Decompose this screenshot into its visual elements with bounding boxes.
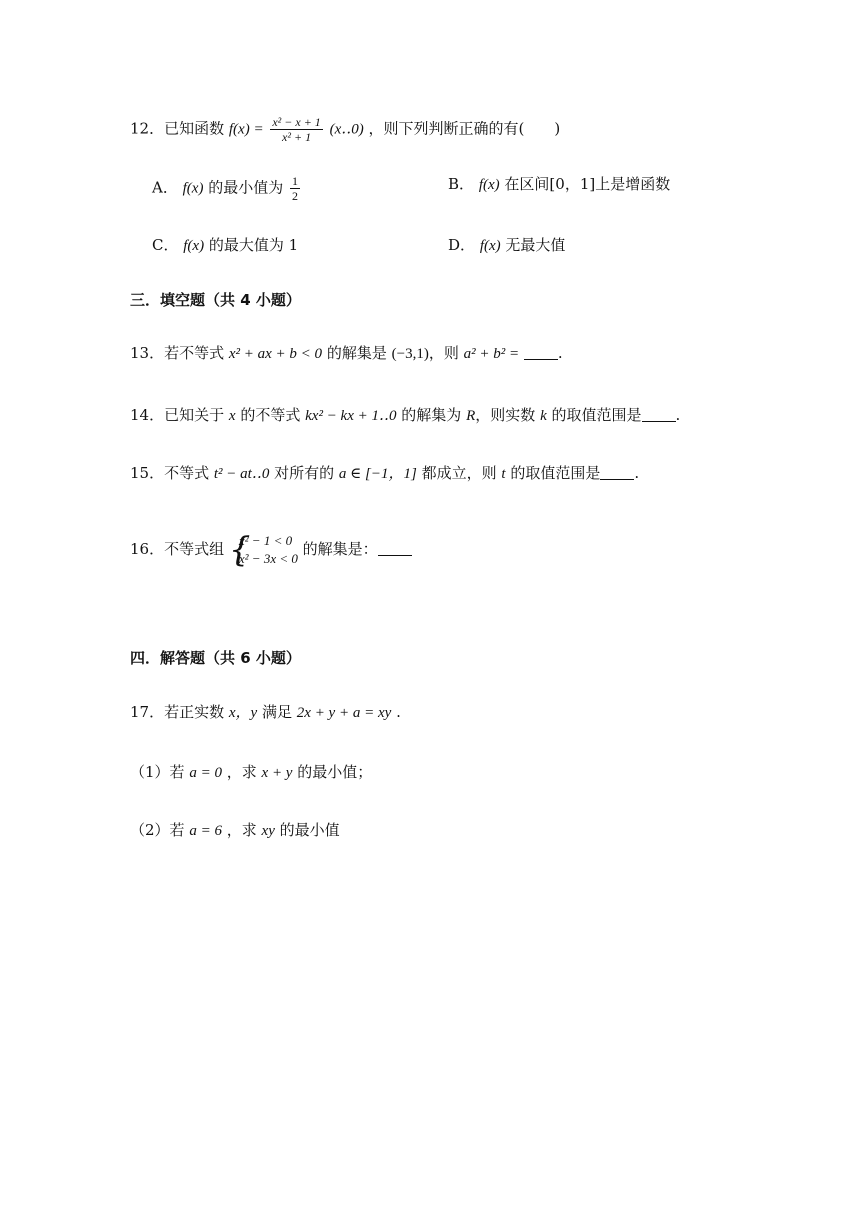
- q15-mid: 对所有的: [274, 464, 335, 482]
- question-12: [130, 115, 560, 144]
- option-expr: f(x): [479, 238, 501, 254]
- q17-part-1: [130, 762, 372, 783]
- q14-end: 的取值范围是: [551, 406, 642, 424]
- q12-option-a: [152, 174, 302, 203]
- q12-option-d: [448, 235, 565, 256]
- q13-mid2: ，则: [428, 344, 459, 362]
- fraction-denominator: 2: [292, 189, 299, 203]
- q15-expr2: a ∈ [−1，1]: [338, 466, 417, 482]
- q13-set: (−3,1): [391, 346, 429, 362]
- q14-mid3: ，则实数: [475, 406, 536, 424]
- option-label: B．: [448, 175, 475, 193]
- question-17: [130, 702, 401, 723]
- q14-lead: 14．已知关于: [130, 406, 225, 424]
- q14-var2: k: [540, 408, 547, 424]
- question-16: [130, 532, 412, 568]
- q12-numerator: x² − x + 1: [272, 115, 321, 129]
- q17-lead: 17．若正实数: [130, 703, 225, 721]
- part-label: （1）若: [130, 763, 185, 781]
- q15-dot: .: [634, 464, 640, 482]
- q15-mid2: 都成立，则: [421, 464, 497, 482]
- option-expr: f(x): [478, 177, 500, 193]
- question-13: [130, 343, 563, 364]
- q17-expr: 2x + y + a = xy: [296, 705, 392, 721]
- part-label: （2）若: [130, 821, 185, 839]
- option-expr: f(x): [182, 180, 204, 197]
- q17-mid: 满足: [261, 703, 292, 721]
- q16-lead: 16．不等式组: [130, 540, 225, 558]
- answer-blank: [524, 345, 558, 360]
- q12-domain: (x‥0): [329, 121, 364, 138]
- option-expr: f(x): [183, 238, 205, 254]
- option-text: 无最大值: [505, 236, 566, 254]
- q17-vars: x，y: [228, 705, 258, 721]
- q14-var: x: [228, 408, 236, 424]
- q14-mid2: 的解集为: [401, 406, 462, 424]
- q15-end: 的取值范围是: [510, 464, 601, 482]
- answer-blank: [378, 541, 412, 556]
- part-text: ，求: [226, 763, 257, 781]
- q13-end: .: [557, 344, 563, 362]
- option-text: 在区间[0，1]上是增函数: [504, 175, 671, 193]
- q13-mid: 的解集是: [326, 344, 387, 362]
- part-condition: a = 0: [189, 765, 222, 781]
- q16-eq2: x² − 3x < 0: [238, 551, 298, 566]
- q16-eq1: x² − 1 < 0: [238, 533, 293, 548]
- option-fraction: [290, 174, 300, 203]
- q15-expr: t² − at‥0: [213, 466, 270, 482]
- answer-blank: [600, 465, 634, 480]
- q13-expr2: a² + b² =: [463, 346, 520, 362]
- option-label: D．: [448, 236, 476, 254]
- q17-part-2: [130, 820, 340, 841]
- q14-set: R: [466, 408, 476, 424]
- left-brace-icon: {: [228, 530, 251, 570]
- section-4-heading: 四．解答题（共 6 小题）: [130, 649, 301, 667]
- question-14: [130, 405, 680, 426]
- q17-end: .: [396, 703, 401, 721]
- question-15: [130, 463, 639, 484]
- option-text: 的最大值为 1: [208, 236, 299, 254]
- section-3-heading: 三．填空题（共 4 小题）: [130, 291, 301, 309]
- q14-expr: kx² − kx + 1‥0: [305, 408, 397, 424]
- q16-system: [229, 532, 298, 568]
- q13-expr: x² + ax + b < 0: [228, 346, 323, 362]
- q12-function: f(x) =: [228, 121, 264, 138]
- q12-fraction: [270, 115, 322, 144]
- q16-end: 的解集是：: [302, 540, 378, 558]
- part-condition: a = 6: [189, 823, 222, 839]
- q14-dot: .: [675, 406, 681, 424]
- answer-blank: [642, 407, 676, 422]
- q14-mid: 的不等式: [240, 406, 301, 424]
- part-end: 的最小值: [279, 821, 340, 839]
- q15-var: t: [501, 466, 506, 482]
- option-label: A．: [152, 178, 178, 197]
- part-text: ，求: [226, 821, 257, 839]
- q12-denominator: x² + 1: [282, 130, 312, 144]
- q12-option-c: [152, 235, 298, 256]
- q12-option-b: [448, 174, 670, 195]
- q15-lead: 15．不等式: [130, 464, 210, 482]
- q13-lead: 13．若不等式: [130, 344, 225, 362]
- part-end: 的最小值；: [297, 763, 373, 781]
- part-expr: x + y: [261, 765, 293, 781]
- option-label: C．: [152, 236, 179, 254]
- part-expr: xy: [261, 823, 275, 839]
- fraction-numerator: 1: [292, 174, 299, 188]
- q12-lead: 12．已知函数: [130, 119, 225, 138]
- option-text: 的最小值为: [208, 178, 284, 197]
- q12-tail: ，则下列判断正确的有( ): [368, 119, 561, 138]
